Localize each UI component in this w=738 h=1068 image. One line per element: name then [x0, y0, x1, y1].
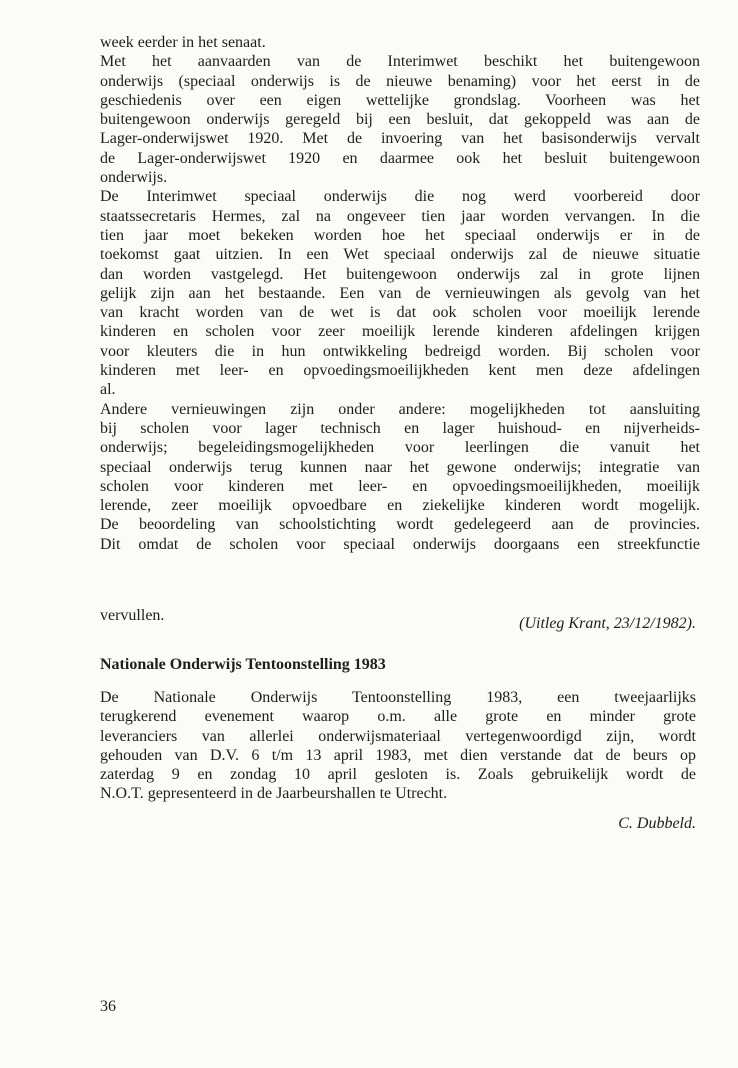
- text-line: Dit omdat de scholen voor speciaal onderwijs doorgaans een streekfunctie: [100, 535, 700, 553]
- source-citation: (Uitleg Krant, 23/12/1982).: [519, 615, 696, 632]
- text-line: De beoordeling van schoolstichting wordt gedelegeerd aan de provincies.: [100, 516, 700, 534]
- text-line: leveranciers van allerlei onderwijsmateriaal vertegenwoordigd zijn, wordt: [100, 727, 696, 745]
- text-line: bij scholen voor lager technisch en lager huishoud- en nijverheids-: [100, 419, 700, 437]
- text-line: Met het aanvaarden van de Interimwet beschikt het buitengewoon: [100, 53, 700, 71]
- text-line: Lager-onderwijswet 1920. Met de invoering van het basisonderwijs vervalt: [100, 130, 700, 148]
- section-body: [100, 688, 696, 804]
- text-line: gehouden van D.V. 6 t/m 13 april 1983, met dien verstande dat de beurs op: [100, 746, 696, 764]
- text-line: scholen voor kinderen met leer- en opvoedingsmoeilijkheden, moeilijk: [100, 477, 700, 495]
- paragraph-speciaal-onderwijs: [100, 187, 700, 399]
- text-line: kinderen en scholen voor zeer moeilijk lerende kinderen afdelingen krijgen: [100, 323, 700, 341]
- text-line: de Lager-onderwijswet 1920 en daarmee ook het besluit buitengewoon: [100, 149, 700, 167]
- paragraph-intro: [100, 33, 700, 52]
- text-line: onderwijs (speciaal onderwijs is de nieuwe benaming) voor het eerst in de: [100, 72, 700, 90]
- paragraph-tentoonstelling: [100, 688, 696, 804]
- text-line: al.: [100, 381, 116, 399]
- author-signature: C. Dubbeld.: [618, 815, 696, 832]
- text-line: dan worden vastgelegd. Het buitengewoon onderwijs zal in grote lijnen: [100, 265, 700, 283]
- text-line: kinderen met leer- en opvoedingsmoeilijkheden kent men deze afdelingen: [100, 362, 700, 380]
- text-line: speciaal onderwijs terug kunnen naar het gewone onderwijs; integratie van: [100, 458, 700, 476]
- text-line: staatssecretaris Hermes, zal na ongeveer tien jaar worden vervangen. In die: [100, 207, 700, 225]
- text-line: buitengewoon onderwijs geregeld bij een besluit, dat gekoppeld was aan de: [100, 111, 700, 129]
- text-line: week eerder in het senaat.: [100, 34, 266, 51]
- text-line: van kracht worden van de wet is dat ook scholen voor moeilijk lerende: [100, 304, 700, 322]
- source-line: [100, 607, 696, 637]
- last-line: vervullen.: [100, 607, 165, 624]
- text-line: terugkerend evenement waarop o.m. alle grote en minder grote: [100, 708, 696, 726]
- text-line: tien jaar moet bekeken worden hoe het speciaal onderwijs er in de: [100, 226, 700, 244]
- page-number: 36: [100, 998, 116, 1015]
- text-line: De Interimwet speciaal onderwijs die nog werd voorbereid door: [100, 188, 700, 206]
- text-line: lerende, zeer moeilijk opvoedbare en ziekelijke kinderen wordt mogelijk.: [100, 497, 700, 515]
- text-line: toekomst gaat uitzien. In een Wet speciaal onderwijs zal de nieuwe situatie: [100, 246, 700, 264]
- paragraph-vernieuwingen: [100, 400, 700, 554]
- text-line: gelijk zijn aan het bestaande. Een van de vernieuwingen als gevolg van het: [100, 284, 700, 302]
- text-line: zaterdag 9 en zondag 10 april gesloten is. Zoals gebruikelijk wordt de: [100, 766, 696, 784]
- text-line: voor kleuters die in hun ontwikkeling bedreigd worden. Bij scholen voor: [100, 342, 700, 360]
- text-line: De Nationale Onderwijs Tentoonstelling 1983, een tweejaarlijks: [100, 689, 696, 706]
- paragraph-interimwet: [100, 52, 700, 187]
- text-line: onderwijs; begeleidingsmogelijkheden voor leerlingen die vanuit het: [100, 439, 700, 457]
- text-line: geschiedenis over een eigen wettelijke grondslag. Voorheen was het: [100, 91, 700, 109]
- section-heading: Nationale Onderwijs Tentoonstelling 1983: [100, 656, 386, 673]
- text-line: onderwijs.: [100, 169, 168, 187]
- text-line: N.O.T. gepresenteerd in de Jaarbeurshallen te Utrecht.: [100, 785, 448, 803]
- text-line: Andere vernieuwingen zijn onder andere: mogelijkheden tot aansluiting: [100, 400, 700, 418]
- article-body: [100, 33, 700, 554]
